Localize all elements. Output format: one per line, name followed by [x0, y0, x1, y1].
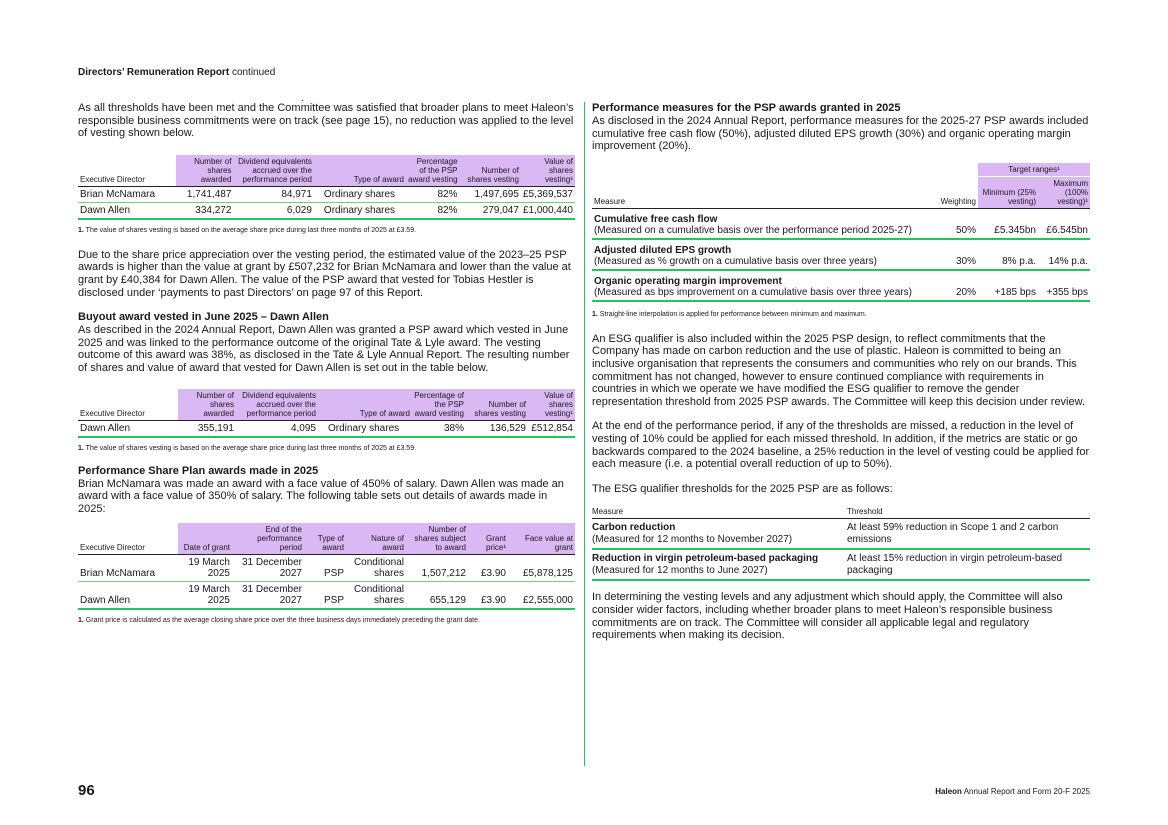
- col-header: Weighting: [940, 196, 976, 206]
- page-footer: [935, 787, 1090, 796]
- col-header: Dividend equivalents accrued over the performance period: [238, 156, 312, 184]
- table-cell: 38%: [443, 422, 464, 434]
- table-cell: Conditional shares: [353, 557, 404, 580]
- footnote-text: Grant price is calculated as the average closing share price over the three business days immediately preceding the grant date.: [85, 617, 480, 625]
- table-row: [592, 549, 1090, 580]
- footnote-text: Straight-line interpolation is applied for performance between minimum and maximum.: [599, 310, 867, 318]
- psp-awards-paragraph: Brian McNamara was made an award with a face value of 450% of salary. Dawn Allen was made an award with a face value of 350% of salary. The following table sets out details of awards made in 2025:: [78, 477, 564, 515]
- table-cell: +355 bps: [1046, 286, 1088, 298]
- table-cell: 31 December 2027: [241, 557, 302, 580]
- table-cell: +185 bps: [994, 286, 1036, 298]
- table-cell: 31 December 2027: [241, 584, 302, 607]
- measure-description: (Measured as % growth on a cumulative basis over three years): [594, 255, 877, 267]
- document-name: Annual Report and Form 20-F 2025: [963, 787, 1090, 796]
- measure-title: Adjusted diluted EPS growth: [594, 244, 732, 256]
- col-header: Nature of award: [371, 534, 404, 553]
- buyout-paragraph: As described in the 2024 Annual Report, Dawn Allen was granted a PSP award which vested in June 2025 and was linked to the performance outcome of the original Tate & Lyle award. The vesting outcome of this award was 38%, as disclosed in the Tate & Lyle Annual Report. The resulting number of shares and value of award that vested for Dawn Allen is set out in the table below.: [78, 324, 570, 374]
- col-header: Percentage of the PSP award vesting: [414, 390, 464, 418]
- column-divider: [584, 102, 585, 766]
- col-header: Value of shares vesting¹: [544, 156, 573, 184]
- table-cell: 20%: [955, 286, 976, 298]
- table-cell: 14% p.a.: [1048, 255, 1088, 267]
- threshold-cell: At least 59% reduction in Scope 1 and 2 carbon emissions: [847, 522, 1059, 545]
- table-cell: Ordinary shares: [328, 422, 400, 434]
- table-cell: 1,507,212: [421, 568, 466, 580]
- share-price-paragraph: Due to the share price appreciation over the vesting period, the estimated value of the 2023–25 PSP awards is higher than the value at grant by £507,232 for Brian McNamara and lower than the value at grant by £40,384 for Dawn Allen. The value of the PSP award that vested for Tobias Hestler is disclosed under ‘payments to past Directors’ on page 97 of this Report.: [78, 248, 571, 299]
- table-cell: Dawn Allen: [80, 595, 131, 607]
- table-cell: 30%: [955, 255, 976, 267]
- table-cell: PSP: [323, 568, 344, 580]
- table-cell: £3.90: [480, 595, 506, 607]
- col-header: Grant price¹: [485, 534, 506, 553]
- col-header: Number of shares subject to award: [414, 525, 466, 553]
- col-header: Date of grant: [183, 543, 230, 553]
- measure-description: (Measured as bps improvement on a cumulative basis over three years): [594, 286, 912, 298]
- table-cell: £5,369,537: [522, 188, 573, 200]
- table-cell: Brian McNamara: [80, 568, 156, 580]
- col-header: Threshold: [847, 505, 1090, 519]
- col-header: Type of award: [353, 174, 404, 184]
- esg-paragraph-2: At the end of the performance period, if any of the thresholds are missed, a reduction in the level of vesting of 10% could be applied for each missed threshold. In addition, if the metrics are static or go backwards compared to the 2024 baseline, a 25% reduction in the level of vesting could be applied for each measure (i.e. a potential overall reduction of up to 50%).: [592, 420, 1090, 471]
- measure-title: Reduction in virgin petroleum-based packaging: [592, 553, 819, 565]
- measure-title: Cumulative free cash flow: [594, 213, 718, 225]
- table-cell: £3.90: [480, 568, 506, 580]
- table-cell: Dawn Allen: [80, 204, 131, 216]
- col-header: Measure: [594, 196, 626, 206]
- table-cell: Dawn Allen: [80, 422, 131, 434]
- esg-paragraph-3: The ESG qualifier thresholds for the 2025 PSP are as follows:: [592, 482, 893, 495]
- table-cell: 1,497,695: [474, 188, 519, 200]
- col-header: Executive Director: [78, 523, 178, 555]
- table-cell: 279,047: [482, 204, 519, 216]
- table-cell: 334,272: [195, 204, 232, 216]
- table-footnote: [592, 310, 1090, 319]
- performance-measures-heading: Performance measures for the PSP awards granted in 2025: [592, 102, 901, 114]
- table-row: [78, 420, 575, 437]
- buyout-vesting-table: [78, 389, 575, 438]
- col-header: Number of shares vesting: [467, 165, 519, 184]
- performance-measures-paragraph: As disclosed in the 2024 Annual Report, performance measures for the 2025-27 PSP awards included cumulative free cash flow (50%), adjusted diluted EPS growth (30%) and organic operating margin improvement (20%).: [592, 115, 1089, 153]
- performance-measures-table: [592, 163, 1090, 302]
- page-number: 96: [78, 782, 95, 799]
- table-row: [592, 519, 1090, 550]
- col-header: Value of shares vesting¹: [544, 390, 573, 418]
- running-header: [78, 67, 275, 78]
- footnote-number: 1.: [78, 226, 84, 234]
- col-header: Number of shares awarded: [194, 156, 232, 184]
- col-header: End of the performance period: [257, 525, 302, 553]
- col-header: Executive Director: [78, 155, 176, 187]
- col-header: Percentage of the PSP award vesting: [408, 156, 458, 184]
- psp-vesting-table: [78, 155, 575, 220]
- col-header: Executive Director: [78, 389, 178, 421]
- esg-threshold-table: [592, 505, 1090, 581]
- table-cell: 82%: [437, 204, 458, 216]
- table-cell: 50%: [955, 224, 976, 236]
- table-row: [78, 202, 575, 219]
- table-cell: 4,095: [290, 422, 316, 434]
- table-cell: £2,555,000: [522, 595, 573, 607]
- table-row: [592, 239, 1090, 270]
- footnote-text: The value of shares vesting is based on the average share price during last three months of 2025 at £3.59.: [85, 226, 417, 234]
- table-cell: Ordinary shares: [323, 204, 396, 216]
- table-cell: 8% p.a.: [1002, 255, 1036, 267]
- table-cell: PSP: [323, 595, 344, 607]
- right-column: [592, 102, 1090, 642]
- esg-paragraph-1: An ESG qualifier is also included within the 2025 PSP design, to reflect commitments that the Company has made on carbon reduction and the use of plastic. Haleon is committed to being an inclusive organisation that represents the consumers and communities who rely on our brands. This commitment has not changed, however to ensure continued compliance with requirements in countries in which we operate we have modified the ESG qualifier to remove the gender representation threshold from 2025 PSP awards. The Committee will keep this decision under review.: [592, 332, 1086, 408]
- col-header: Number of shares vesting: [474, 399, 526, 418]
- table-cell: £1,000,440: [522, 204, 573, 216]
- table-cell: 19 March 2025: [188, 584, 230, 607]
- table-row: [78, 582, 575, 610]
- col-header: Type of award: [359, 408, 410, 418]
- threshold-cell: At least 15% reduction in virgin petroleum-based packaging: [847, 553, 1063, 576]
- measure-description: (Measured for 12 months to June 2027): [592, 564, 768, 576]
- report-title-suffix: continued: [231, 67, 276, 78]
- table-row: [78, 186, 575, 202]
- table-cell: Brian McNamara: [80, 188, 156, 200]
- psp-awards-heading: Performance Share Plan awards made in 2025: [78, 464, 319, 477]
- table-row: [592, 208, 1090, 239]
- col-header: Type of award: [317, 534, 344, 553]
- psp-awards-table: [78, 523, 575, 610]
- table-cell: Ordinary shares: [323, 188, 396, 200]
- intro-paragraph: As all thresholds have been met and the Committee was satisfied that broader plans to meet Haleon’s responsible business commitments were on track (see page 15), no reduction was applied to the level of vesting shown below.: [78, 102, 574, 140]
- footnote-number: 1.: [78, 617, 84, 625]
- table-cell: 84,971: [281, 188, 312, 200]
- col-header: Maximum (100% vesting)¹: [1038, 176, 1090, 208]
- table-footnote: [78, 444, 575, 453]
- col-header: Number of shares awarded: [196, 390, 234, 418]
- col-header: Measure: [592, 505, 847, 519]
- table-cell: 6,029: [286, 204, 312, 216]
- measure-title: Carbon reduction: [592, 522, 676, 534]
- report-title: Directors’ Remuneration Report: [78, 67, 230, 78]
- measure-description: (Measured on a cumulative basis over the performance period 2025-27): [594, 224, 912, 236]
- footnote-number: 1.: [592, 310, 598, 318]
- table-cell: Conditional shares: [353, 584, 404, 607]
- table-cell: 1,741,487: [186, 188, 232, 200]
- buyout-heading: Buyout award vested in June 2025 – Dawn Allen: [78, 311, 329, 324]
- measure-title: Organic operating margin improvement: [594, 275, 782, 287]
- table-cell: 19 March 2025: [188, 557, 230, 580]
- col-header: Dividend equivalents accrued over the performance period: [242, 390, 316, 418]
- footnote-text: The value of shares vesting is based on the average share price during last three months of 2025 at £3.59.: [85, 444, 417, 452]
- table-row: [78, 555, 575, 582]
- col-header: Face value at grant: [524, 534, 573, 553]
- target-ranges-header: Target ranges¹: [978, 163, 1090, 177]
- table-cell: 82%: [437, 188, 458, 200]
- table-cell: £512,854: [531, 422, 573, 434]
- table-cell: £6.545bn: [1046, 224, 1088, 236]
- table-cell: 355,191: [197, 422, 234, 434]
- table-cell: 655,129: [429, 595, 466, 607]
- brand-name: Haleon: [935, 787, 962, 796]
- footnote-number: 1.: [78, 444, 84, 452]
- measure-description: (Measured for 12 months to November 2027): [592, 533, 793, 545]
- col-header: Minimum (25% vesting): [978, 176, 1038, 208]
- table-row: [592, 270, 1090, 301]
- table-footnote: [78, 616, 575, 625]
- stray-dot: [302, 100, 303, 101]
- table-footnote: [78, 226, 575, 235]
- esg-paragraph-4: In determining the vesting levels and any adjustment which should apply, the Committee will also consider wider factors, including whether broader plans to meet Haleon’s responsible business commitments are on track. The Committee will consider all applicable legal and regulatory requirements when making its decision.: [592, 591, 1063, 642]
- table-cell: 136,529: [489, 422, 526, 434]
- left-column: [78, 102, 575, 625]
- table-cell: £5.345bn: [994, 224, 1036, 236]
- table-cell: £5,878,125: [522, 568, 573, 580]
